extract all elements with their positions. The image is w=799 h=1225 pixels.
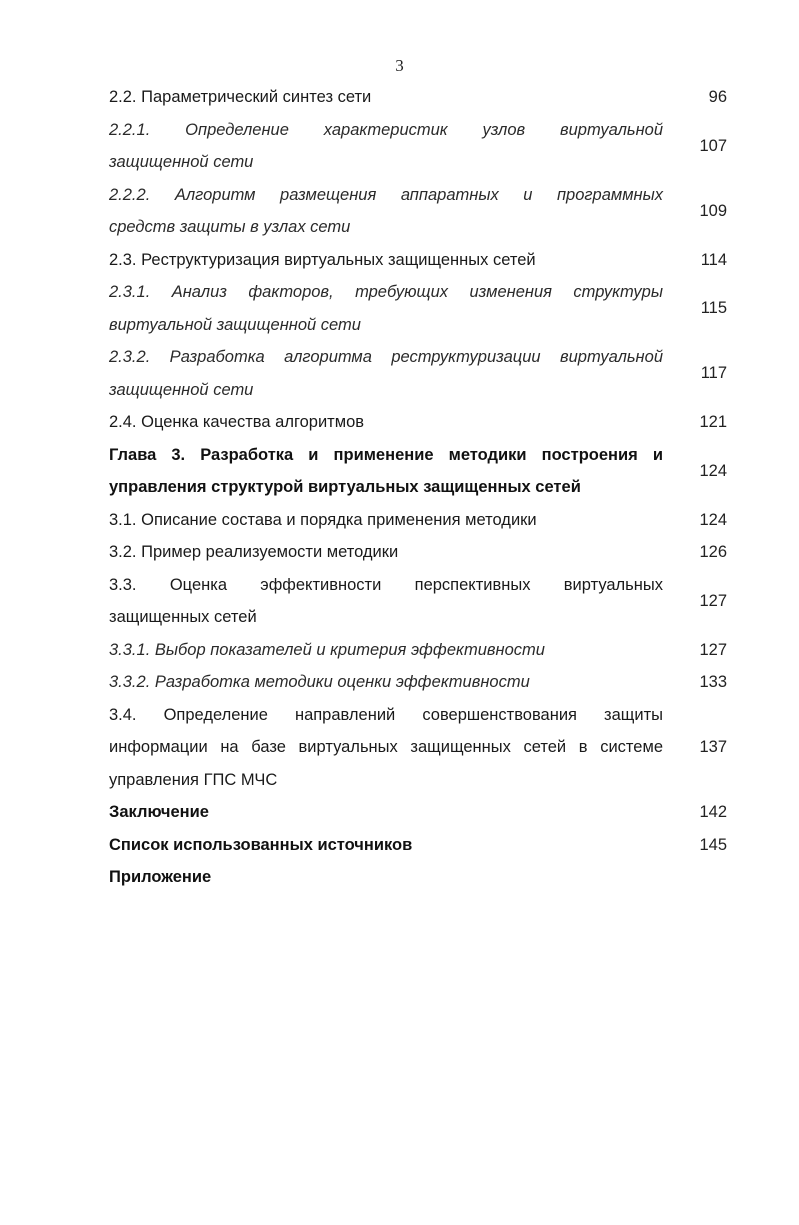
toc-entry-title <box>109 536 663 569</box>
toc-entry-line: 2.2.2. Алгоритм размещения аппаратных и программных <box>109 185 663 204</box>
toc-entry-line: управления структурой виртуальных защищенных сетей <box>109 478 581 496</box>
toc-entry-page: 107 <box>699 136 727 155</box>
toc-entry-line: Список использованных источников <box>109 835 413 854</box>
toc-entry <box>109 861 729 894</box>
toc-entry-title <box>109 276 663 341</box>
toc-entry-title <box>109 634 663 667</box>
toc-entry-page: 145 <box>699 835 727 854</box>
toc-entry-line: 3.3.2. Разработка методики оценки эффективности <box>109 673 530 691</box>
toc-entry-line: виртуальной защищенной сети <box>109 315 361 334</box>
toc-entry <box>109 341 729 406</box>
toc-entry <box>109 439 729 504</box>
toc-entry-line: 3.3.1. Выбор показателей и критерия эффективности <box>109 640 545 659</box>
toc-entry-title <box>109 829 663 862</box>
toc-entry <box>109 829 729 862</box>
toc-entry-line: защищенных сетей <box>109 608 257 626</box>
toc-entry-line: 3.1. Описание состава и порядка применения методики <box>109 510 537 529</box>
toc-entry-title <box>109 179 663 244</box>
toc-entry <box>109 114 729 179</box>
toc-entry-title <box>109 796 663 829</box>
toc-entry-title <box>109 666 663 699</box>
toc-entry-page: 115 <box>700 299 727 318</box>
toc-entry-title <box>109 114 663 179</box>
toc-entry-page: 142 <box>699 803 727 821</box>
toc-entry-title <box>109 406 663 439</box>
toc-entry-page: 127 <box>699 640 727 659</box>
toc-entry <box>109 244 729 277</box>
toc-entry <box>109 81 729 114</box>
toc-entry <box>109 276 729 341</box>
toc-entry-page: 126 <box>699 543 727 561</box>
toc-entry-line: информации на базе виртуальных защищенных сетей в системе <box>109 738 663 756</box>
toc-entry-line: 2.4. Оценка качества алгоритмов <box>109 413 365 431</box>
toc-entry-page: 137 <box>699 738 727 756</box>
toc-entry-page: 96 <box>708 88 727 106</box>
toc-entry-line: 2.2.1. Определение характеристик узлов виртуальной <box>109 120 663 139</box>
toc-entry-line: 2.2. Параметрический синтез сети <box>109 88 372 106</box>
toc-entry-title <box>109 861 663 894</box>
toc-entry <box>109 796 729 829</box>
toc-entry <box>109 569 729 634</box>
toc-entry-page: 124 <box>699 510 727 529</box>
toc-entry-page: 133 <box>699 673 727 691</box>
toc-entry-line: Глава 3. Разработка и применение методики построения и <box>109 445 663 464</box>
toc-entry-title <box>109 569 663 634</box>
page-number: 3 <box>395 56 404 75</box>
toc-entry <box>109 504 729 537</box>
toc-entry <box>109 179 729 244</box>
toc-entry <box>109 699 729 797</box>
toc-entry-page: 117 <box>700 364 727 383</box>
toc-entry-line: средств защиты в узлах сети <box>109 218 351 236</box>
toc-entry <box>109 406 729 439</box>
toc-entry-line: 2.3. Реструктуризация виртуальных защищенных сетей <box>109 250 536 269</box>
toc-entry-title <box>109 244 663 277</box>
toc-entry <box>109 536 729 569</box>
toc-entry-title <box>109 439 663 504</box>
toc-entry <box>109 666 729 699</box>
toc-entry-line: 3.4. Определение направлений совершенствования защиты <box>109 705 663 724</box>
toc-entry-line: защищенной сети <box>109 153 254 171</box>
toc-entry-page: 124 <box>699 461 727 480</box>
toc-entry-line: 3.3. Оценка эффективности перспективных виртуальных <box>109 575 663 594</box>
toc-entry-page: 127 <box>699 591 727 610</box>
toc-entry <box>109 634 729 667</box>
toc-entry-title <box>109 81 663 114</box>
toc-entry-line: защищенной сети <box>109 380 254 399</box>
toc-entry-title <box>109 504 663 537</box>
toc-entry-line: Приложение <box>109 868 212 886</box>
toc-entry-line: Заключение <box>109 803 209 821</box>
toc-entry-line: 2.3.1. Анализ факторов, требующих изменения структуры <box>109 283 663 301</box>
toc-entry-page: 121 <box>699 413 727 431</box>
toc-entry-page: 114 <box>700 250 727 269</box>
toc-entry-line: 3.2. Пример реализуемости методики <box>109 543 399 561</box>
table-of-contents <box>109 81 729 894</box>
toc-entry-line: 2.3.2. Разработка алгоритма реструктуризации виртуальной <box>109 348 663 366</box>
toc-entry-title <box>109 341 663 406</box>
toc-entry-line: управления ГПС МЧС <box>109 770 278 789</box>
toc-entry-page: 109 <box>699 201 727 220</box>
toc-entry-title <box>109 699 663 797</box>
